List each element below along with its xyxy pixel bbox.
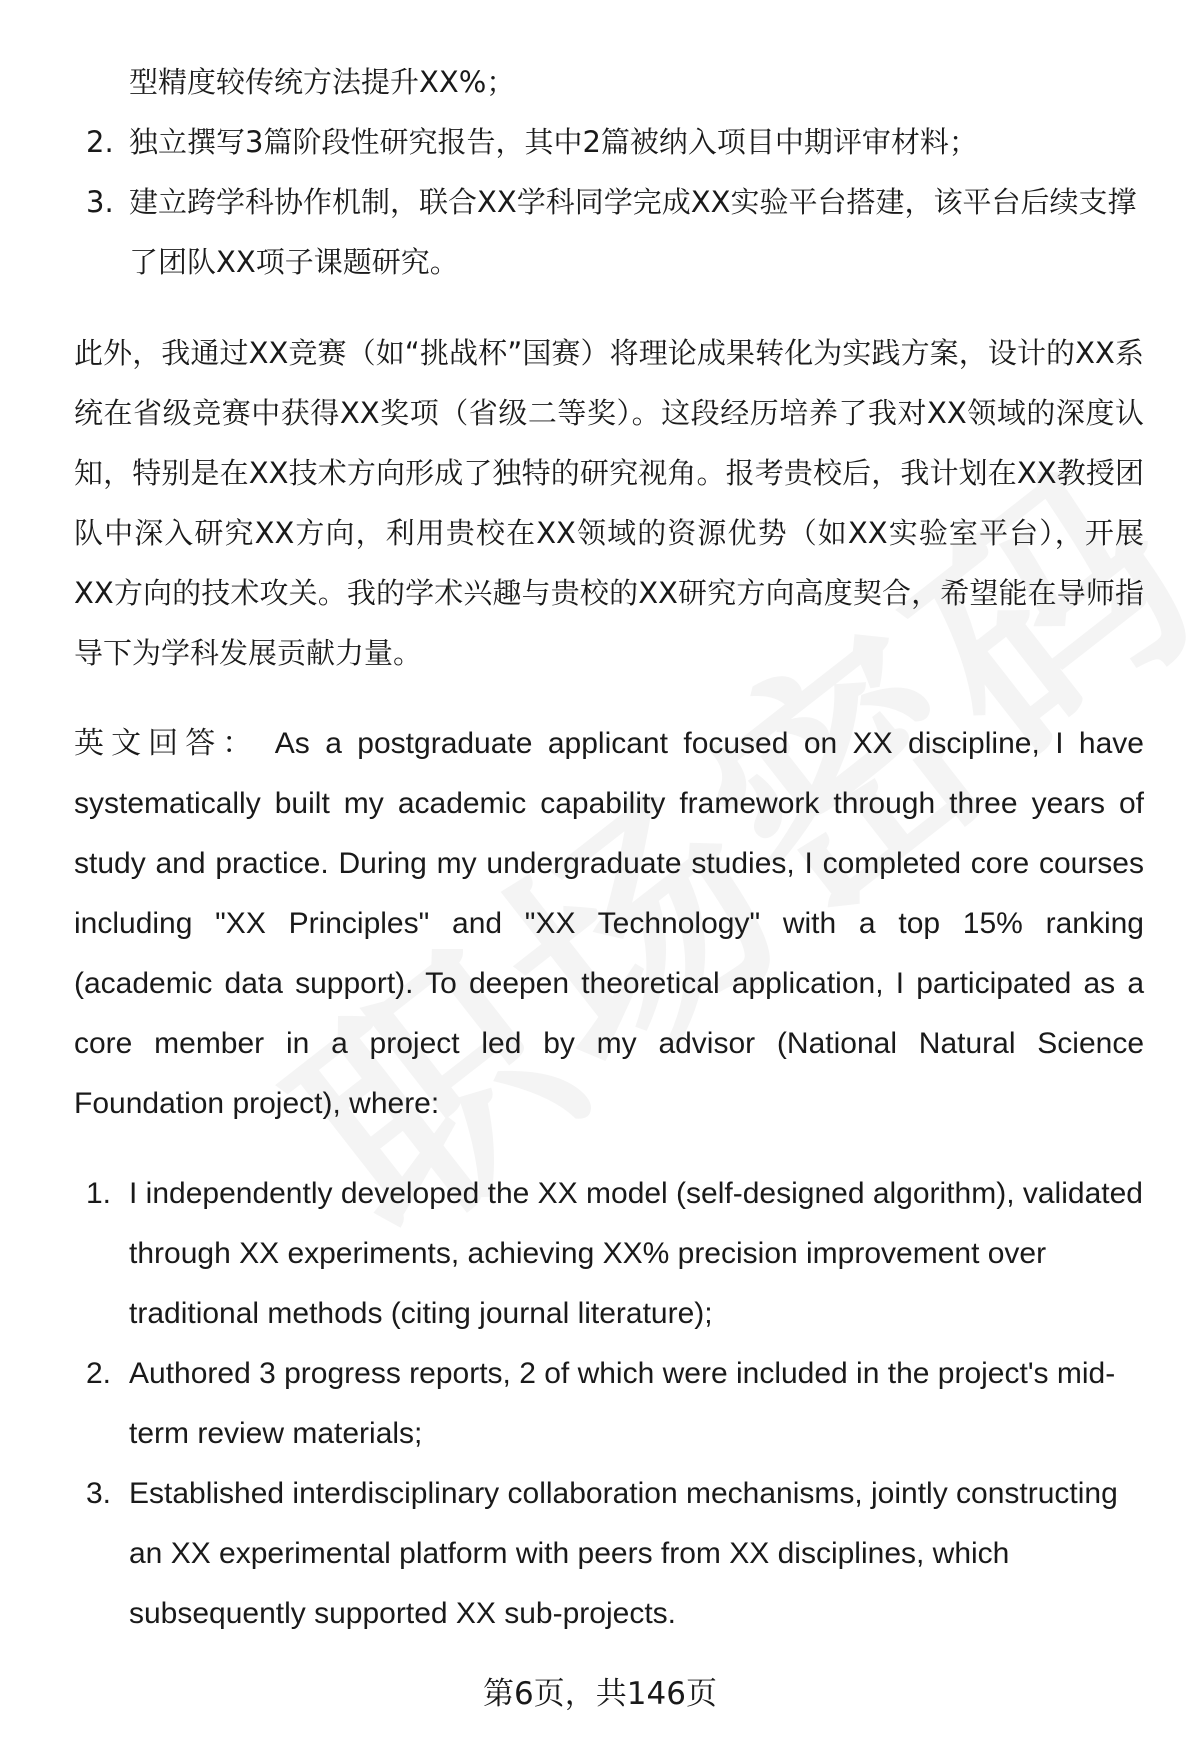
english-answer-paragraph (74, 714, 1144, 1134)
list-item-text: 独立撰写3篇阶段性研究报告，其中2篇被纳入项目中期评审材料； (129, 125, 978, 159)
chinese-paragraph: 此外，我通过XX竞赛（如“挑战杯”国赛）将理论成果转化为实践方案，设计的XX系统在省级竞赛中获得XX奖项（省级二等奖）。这段经历培养了我对XX领域的深度认知，特别是在XX技术方向形成了独特的研究视角。报考贵校后，我计划在XX教授团队中深入研究XX方向，利用贵校在XX领域的资源优势（如XX实验室平台），开展XX方向的技术攻关。我的学术兴趣与贵校的XX研究方向高度契合，希望能在导师指导下为学科发展贡献力量。 (74, 336, 1144, 670)
list-item-text: Established interdisciplinary collaboration mechanisms, jointly constructing an XX experimental platform with peers from XX disciplines, which subsequently supported XX sub-projects. (129, 1477, 1118, 1630)
list-item-text: I independently developed the XX model (self-designed algorithm), validated through XX experiments, achieving XX% precision improvement over traditional methods (citing journal literature); (129, 1177, 1143, 1330)
list-number: 2. (86, 1357, 112, 1390)
list-number: 3. (86, 1477, 112, 1510)
list-item-text: 建立跨学科协作机制，联合XX学科同学完成XX实验平台搭建，该平台后续支撑了团队XX项子课题研究。 (129, 185, 1137, 279)
list-item (74, 1344, 1144, 1464)
list-item (74, 1464, 1144, 1644)
list-item (74, 1164, 1144, 1344)
list-item (74, 112, 1144, 172)
list-item-text: Authored 3 progress reports, 2 of which were included in the project's mid-term review materials; (129, 1357, 1116, 1450)
page-content (74, 52, 1144, 1644)
english-answer-text: As a postgraduate applicant focused on XX discipline, I have systematically built my academic capability framework through three years of study and practice. During my undergraduate studies, I completed core courses including "XX Principles" and "XX Technology" with a top 15% ranking (academic data support). To deepen theoretical application, I participated as a core member in a project led by my advisor (National Natural Science Foundation project), where: (74, 727, 1144, 1120)
list-number: 1. (86, 1177, 112, 1210)
list-item (74, 172, 1144, 292)
list-number: 2. (86, 125, 114, 159)
page-number-footer: 第6页，共146页 (483, 1676, 717, 1712)
english-answer-label: 英文回答： (74, 727, 260, 760)
chinese-numbered-list (74, 112, 1144, 292)
english-numbered-list (74, 1164, 1144, 1644)
list-item-continuation: 型精度较传统方法提升XX%； (129, 65, 516, 99)
list-number: 3. (86, 185, 114, 219)
